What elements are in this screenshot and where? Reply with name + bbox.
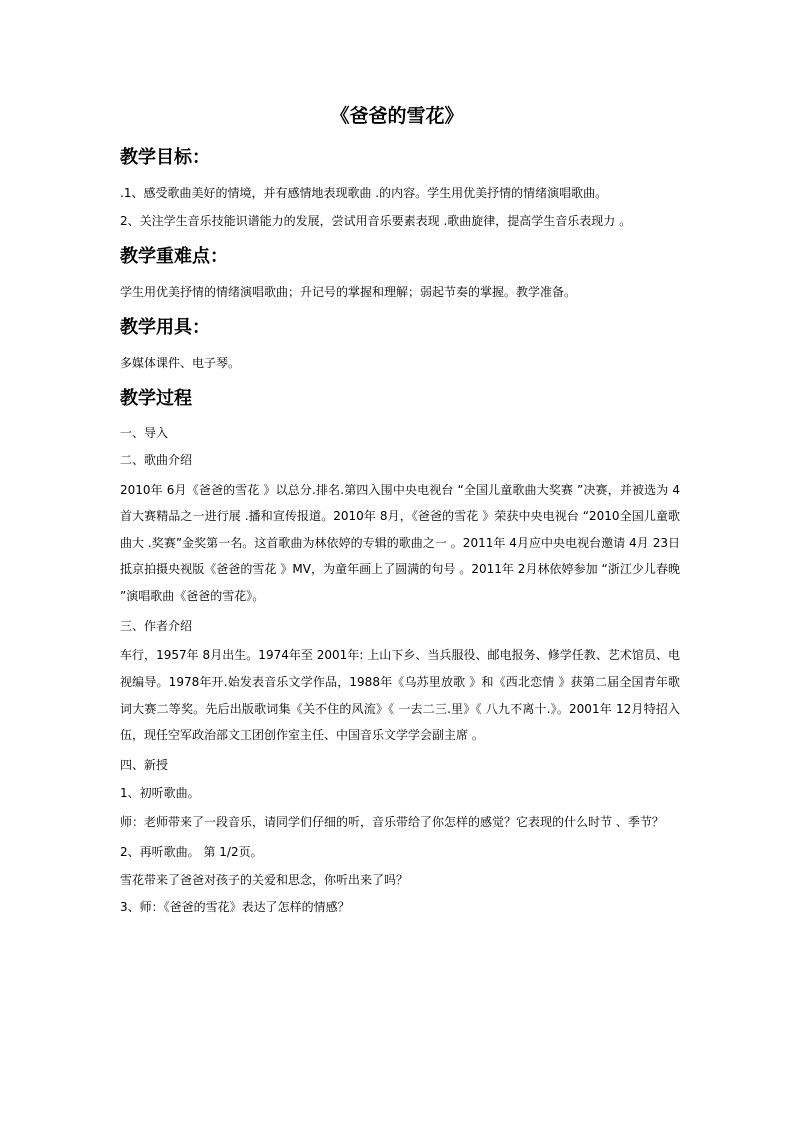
step-intro: 一、导入 <box>120 425 169 440</box>
objectives-heading: 教学目标： <box>120 147 210 168</box>
step-author-intro: 三、作者介绍 <box>120 618 193 633</box>
materials-text: 多媒体课件、电子琴。 <box>120 355 241 370</box>
teacher-question-1: 师：老师带来了一段音乐，请同学们仔细的听，音乐带给了你怎样的感觉？它表现的什么时节 、季节？ <box>120 815 664 830</box>
author-intro-paragraph: 车行，1957年 8月出生。1974年至 2001年: 上山下乡、当兵服役、邮电报务、修学任教、艺术馆员、电视编导。1978年开.始发表音乐文学作品，1988年《乌苏里放歌 》和《西北恋情 》获第二届全国青年歌词大赛二等奖。先后出版歌词集《关不住的风流》《 一去二三.里》《 八九不离十.》。2001年 12月特招入伍，现任空军政治部文工团创作室主任、中国音乐文学学会副主席 。 <box>120 648 680 743</box>
objective-item-1: .1、感受歌曲美好的情境，并有感情地表现歌曲 .的内容。学生用优美抒情的情绪演唱歌曲。 <box>120 186 608 200</box>
step-new-lesson: 四、新授 <box>120 758 169 773</box>
step-song-intro: 二、歌曲介绍 <box>120 453 193 467</box>
document-title: 《爸爸的雪花》 <box>330 105 464 127</box>
key-points-heading: 教学重难点： <box>120 245 228 267</box>
snow-question: 雪花带来了爸爸对孩子的关爱和思念，你听出来了吗？ <box>120 872 409 887</box>
sub-second-listen: 2、再听歌曲。 第 1/2页。 <box>120 845 263 860</box>
process-heading: 教学过程 <box>120 387 192 409</box>
song-intro-paragraph: 2010年 6月《爸爸的雪花 》以总分.排名.第四入围中央电视台 “全国儿童歌曲大奖赛 ”决赛，并被选为 4首大赛精品之一进行展 .播和宣传报道。2010年 8月，《爸爸的雪花 》荣获中央电视台 “2010全国儿童歌曲大 .奖赛”金奖第一名。这首歌曲为林依婷的专辑的歌曲之一 。2011年 4月应中央电视台邀请 4月 23日抵京拍摄央视版《爸爸的雪花 》MV，为童年画上了圆满的句号 。2011年 2月林依婷参加 “浙江少儿春晚 ”演唱歌曲《爸爸的雪花》。 <box>120 482 680 603</box>
objective-item-2: 2、关注学生音乐技能识谱能力的发展，尝试用音乐要素表现 .歌曲旋律，提高学生音乐表现力 。 <box>120 213 632 228</box>
sub-teacher-question-3: 3、师：《爸爸的雪花》表达了怎样的情感？ <box>120 900 350 915</box>
key-points-text: 学生用优美抒情的情绪演唱歌曲；升记号的掌握和理解；弱起节奏的掌握。教学准备。 <box>120 284 577 299</box>
materials-heading: 教学用具： <box>120 316 210 338</box>
sub-first-listen: 1、初听歌曲。 <box>120 785 200 800</box>
document-body <box>120 145 680 924</box>
